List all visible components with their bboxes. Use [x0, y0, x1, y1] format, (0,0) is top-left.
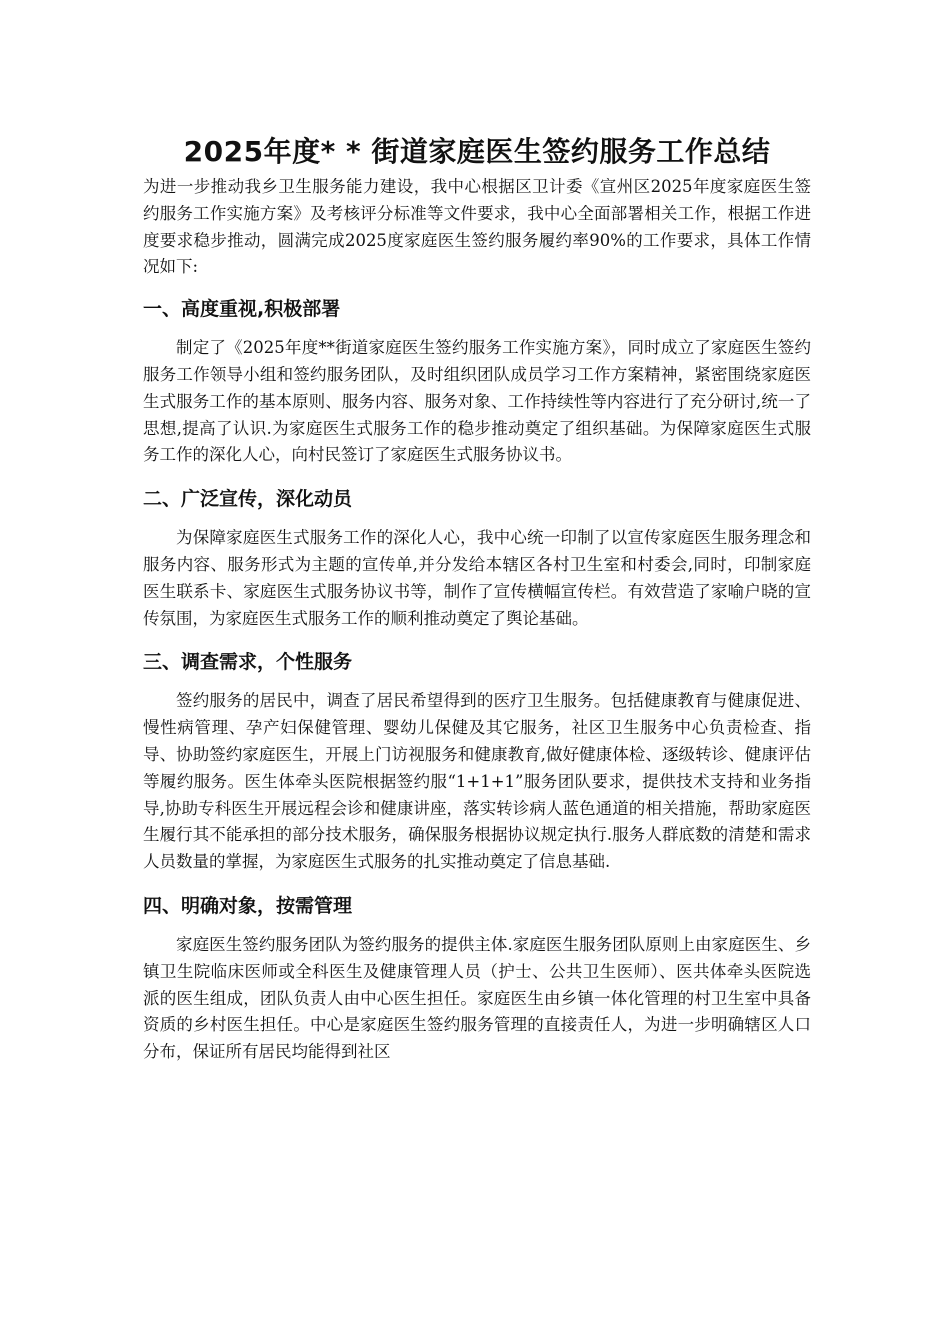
section-heading-4: 四、明确对象，按需管理	[143, 894, 353, 917]
section-body-2: 为保障家庭医生式服务工作的深化人心，我中心统一印制了以宣传家庭医生服务理念和服务内容、服务形式为主题的宣传单,并分发给本辖区各村卫生室和村委会,同时，印制家庭医生联系卡、家庭医生式服务协议书等，制作了宣传横幅宣传栏。有效营造了家喻户晓的宣传氛围，为家庭医生式服务工作的顺利推动奠定了舆论基础。	[143, 528, 811, 628]
section-body-4: 家庭医生签约服务团队为签约服务的提供主体.家庭医生服务团队原则上由家庭医生、乡镇卫生院临床医师或全科医生及健康管理人员（护士、公共卫生医师）、医共体牵头医院选派的医生组成，团队负责人由中心医生担任。家庭医生由乡镇一体化管理的村卫生室中具备资质的乡村医生担任。中心是家庭医生签约服务管理的直接责任人，为进一步明确辖区人口分布，保证所有居民均能得到社区	[143, 934, 811, 1062]
intro-paragraph: 为进一步推动我乡卫生服务能力建设，我中心根据区卫计委《宣州区2025年度家庭医生签约服务工作实施方案》及考核评分标准等文件要求，我中心全面部署相关工作，根据工作进度要求稳步推动，圆满完成2025度家庭医生签约服务履约率90%的工作要求，具体工作情况如下:	[143, 177, 811, 277]
section-body-1: 制定了《2025年度**街道家庭医生签约服务工作实施方案》，同时成立了家庭医生签约服务工作领导小组和签约服务团队，及时组织团队成员学习工作方案精神，紧密围绕家庭医生式服务工作的基本原则、服务内容、服务对象、工作持续性等内容进行了充分研讨,统一了思想,提高了认识.为家庭医生式服务工作的稳步推动奠定了组织基础。为保障家庭医生式服务工作的深化人心，向村民签订了家庭医生式服务协议书。	[143, 338, 811, 465]
document-title: 2025年度* * 街道家庭医生签约服务工作总结	[183, 135, 771, 168]
document-page	[143, 130, 811, 1066]
section-body-3: 签约服务的居民中，调查了居民希望得到的医疗卫生服务。包括健康教育与健康促进、慢性病管理、孕产妇保健管理、婴幼儿保健及其它服务，社区卫生服务中心负责检查、指导、协助签约家庭医生，开展上门访视服务和健康教育,做好健康体检、逐级转诊、健康评估等履约服务。医生体牵头医院根据签约服“1+1+1”服务团队要求，提供技术支持和业务指导,协助专科医生开展远程会诊和健康讲座，落实转诊病人蓝色通道的相关措施，帮助家庭医生履行其不能承担的部分技术服务，确保服务根据协议规定执行.服务人群底数的清楚和需求人员数量的掌握，为家庭医生式服务的扎实推动奠定了信息基础.	[143, 691, 811, 872]
section-heading-1: 一、高度重视,积极部署	[143, 298, 341, 321]
section-heading-2: 二、广泛宣传，深化动员	[143, 488, 353, 511]
section-heading-3: 三、调查需求，个性服务	[143, 651, 353, 674]
